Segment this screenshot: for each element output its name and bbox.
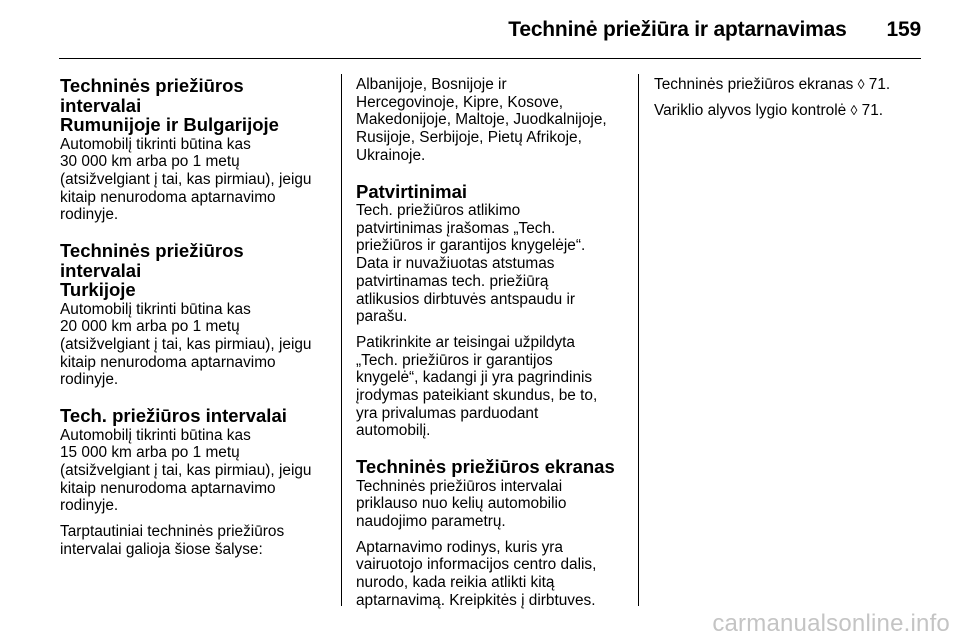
xref-arrow-icon: ◊ xyxy=(857,76,865,92)
paragraph-check-booklet: Patikrinkite ar teisingai užpildyta „Tech. priežiūros ir garantijos knygelė“, kadangi ji yra pagrindinis įrodymas pateikiant skundus, be to, yra privalumas parduodant automobilį. xyxy=(356,333,598,440)
column-divider-left xyxy=(341,74,342,606)
section-heading-confirmations: Patvirtinimai xyxy=(356,180,468,202)
column-middle xyxy=(356,76,632,618)
section-heading-service-display: Techninės priežiūros ekranas xyxy=(356,456,615,478)
xref-page: 71. xyxy=(857,101,884,119)
column-right xyxy=(654,76,924,127)
paragraph-service-intervals: Automobilį tikrinti būtina kas 15 000 km arba po 1 metų (atsižvelgiant į tai, kas pirmiau), jeigu kitaip nenurodoma aptarnavimo rodinyje. xyxy=(60,426,312,515)
header-divider xyxy=(59,58,921,59)
paragraph-turkey: Automobilį tikrinti būtina kas 20 000 km arba po 1 metų (atsižvelgiant į tai, kas pirmiau), jeigu kitaip nenurodoma aptarnavimo rodinyje. xyxy=(60,300,312,389)
cross-reference-service-display[interactable]: Techninės priežiūros ekranas ◊ 71. xyxy=(654,76,891,93)
section-heading-turkey: Techninės priežiūros intervalai Turkijoje xyxy=(60,240,244,301)
xref-page: 71. xyxy=(864,76,891,93)
paragraph-country-list: Albanijoje, Bosnijoje ir Hercegovinoje, Kipre, Kosove, Makedonijoje, Maltoje, Juodkalnijoje, Rusijoje, Serbijoje, Pietų Afrikoje, Ukrainoje. xyxy=(356,76,607,164)
paragraph-confirmation-record: Tech. priežiūros atlikimo patvirtinimas įrašomas „Tech. priežiūros ir garantijos knygelėje“. Data ir nuvažiuotas atstumas patvirtinamas tech. priežiūrą atlikusios dirbtuvės antspaudu ir parašu. xyxy=(356,202,586,326)
cross-reference-oil-level[interactable]: Variklio alyvos lygio kontrolė ◊ 71. xyxy=(654,101,884,119)
column-divider-right xyxy=(638,74,639,606)
paragraph-service-display-intervals: Techninės priežiūros intervalai priklauso nuo kelių automobilio naudojimo parametrų. xyxy=(356,477,567,531)
section-heading-romania-bulgaria: Techninės priežiūros intervalai Rumunijoje ir Bulgarijoje xyxy=(60,75,279,135)
page-header xyxy=(0,18,921,42)
watermark: carmanualsonline.info xyxy=(712,610,950,637)
section-heading-service-intervals: Tech. priežiūros intervalai xyxy=(60,405,287,427)
xref-arrow-icon: ◊ xyxy=(850,101,858,118)
paragraph-service-display-info: Aptarnavimo rodinys, kuris yra vairuotojo informacijos centro dalis, nurodo, kada reikia atlikti kitą aptarnavimą. Kreipkitės į dirbtuves. xyxy=(356,538,597,609)
paragraph-romania-bulgaria: Automobilį tikrinti būtina kas 30 000 km arba po 1 metų (atsižvelgiant į tai, kas pirmiau), jeigu kitaip nenurodoma aptarnavimo rodinyje. xyxy=(60,135,312,224)
column-left xyxy=(60,76,330,566)
paragraph-international-intervals: Tarptautiniai techninės priežiūros intervalai galioja šiose šalyse: xyxy=(60,523,285,558)
page-number: 159 xyxy=(886,18,921,41)
page-title: Techninė priežiūra ir aptarnavimas xyxy=(508,18,847,41)
